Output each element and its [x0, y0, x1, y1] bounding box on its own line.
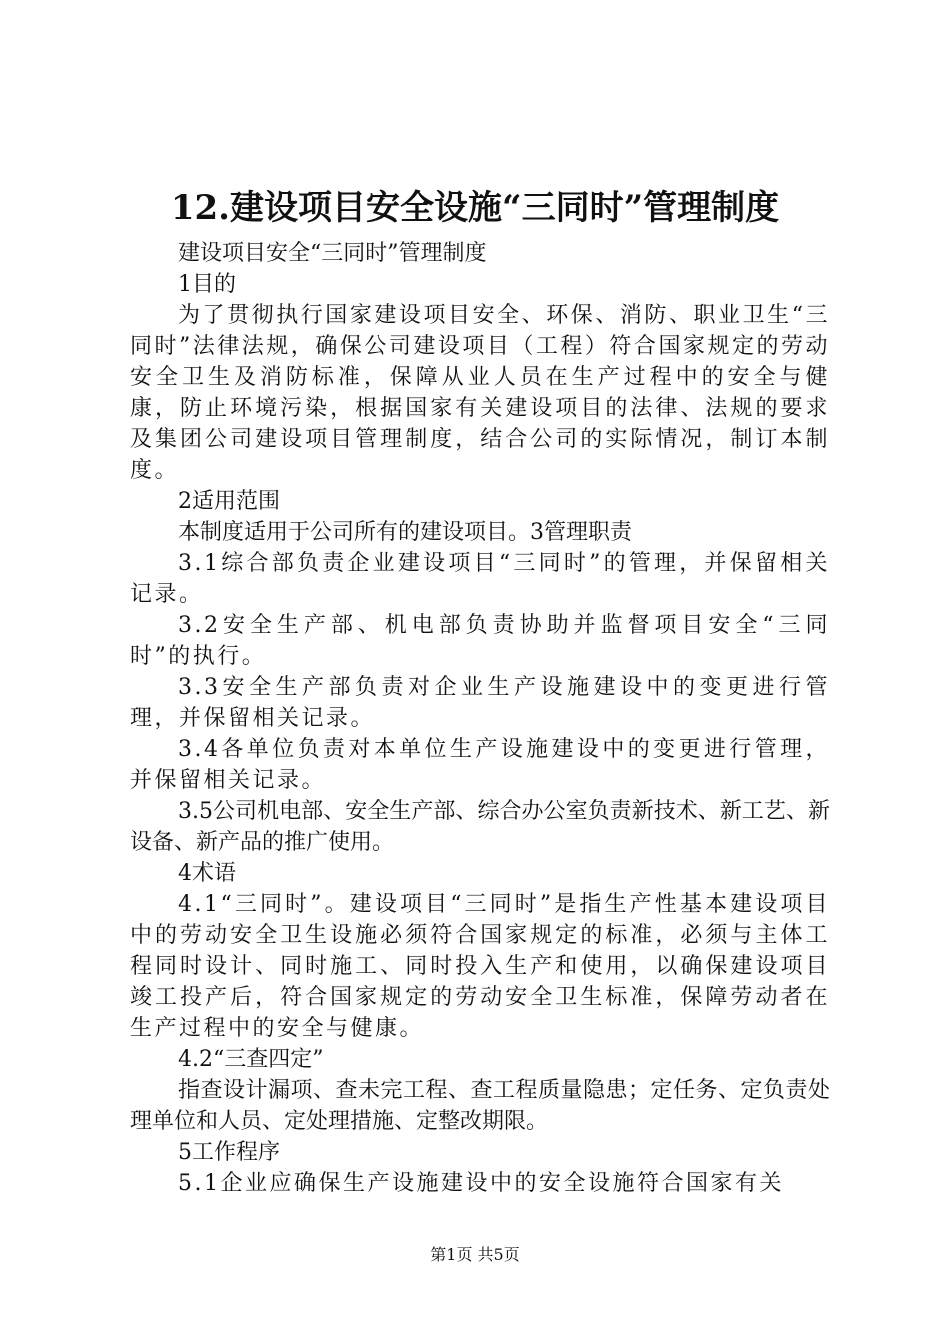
paragraph-purpose: 为了贯彻执行国家建设项目安全、环保、消防、职业卫生“三同时”法律法规，确保公司建设项目（工程）符合国家规定的劳动安全卫生及消防标准，保障从业人员在生产过程中的安全与健康，防止环境污染，根据国家有关建设项目的法律、法规的要求及集团公司建设项目管理制度，结合公司的实际情况，制订本制度。 [130, 303, 830, 483]
paragraph-duty-3-2: 3.2安全生产部、机电部负责协助并监督项目安全“三同时”的执行。 [130, 613, 830, 669]
document-body [130, 238, 830, 1199]
paragraph-heading-terms: 4术语 [178, 861, 236, 886]
page-number: 第1页 共5页 [430, 1245, 520, 1264]
document-title: 12.建设项目安全设施“三同时”管理制度 [170, 188, 780, 228]
paragraph-duty-3-1: 3.1综合部负责企业建设项目“三同时”的管理，并保留相关记录。 [130, 551, 830, 607]
paragraph-duty-3-4: 3.4各单位负责对本单位生产设施建设中的变更进行管理，并保留相关记录。 [130, 737, 830, 793]
paragraph-scope: 本制度适用于公司所有的建设项目。3管理职责 [178, 520, 632, 545]
paragraph-subtitle: 建设项目安全“三同时”管理制度 [178, 241, 487, 266]
paragraph-procedure-5-1: 5.1企业应确保生产设施建设中的安全设施符合国家有关 [178, 1171, 784, 1196]
paragraph-heading-procedure: 5工作程序 [178, 1140, 280, 1165]
paragraph-heading-purpose: 1目的 [178, 272, 236, 297]
paragraph-heading-scope: 2适用范围 [178, 489, 280, 514]
paragraph-term-4-2-detail: 指查设计漏项、查未完工程、查工程质量隐患；定任务、定负责处理单位和人员、定处理措施、定整改期限。 [130, 1078, 830, 1134]
paragraph-duty-3-5: 3.5公司机电部、安全生产部、综合办公室负责新技术、新工艺、新设备、新产品的推广使用。 [130, 799, 830, 855]
paragraph-term-4-2: 4.2“三查四定” [178, 1047, 324, 1072]
paragraph-duty-3-3: 3.3安全生产部负责对企业生产设施建设中的变更进行管理，并保留相关记录。 [130, 675, 830, 731]
paragraph-term-4-1: 4.1“三同时”。建设项目“三同时”是指生产性基本建设项目中的劳动安全卫生设施必须符合国家规定的标准，必须与主体工程同时设计、同时施工、同时投入生产和使用，以确保建设项目竣工投产后，符合国家规定的劳动安全卫生标准，保障劳动者在生产过程中的安全与健康。 [130, 892, 830, 1041]
